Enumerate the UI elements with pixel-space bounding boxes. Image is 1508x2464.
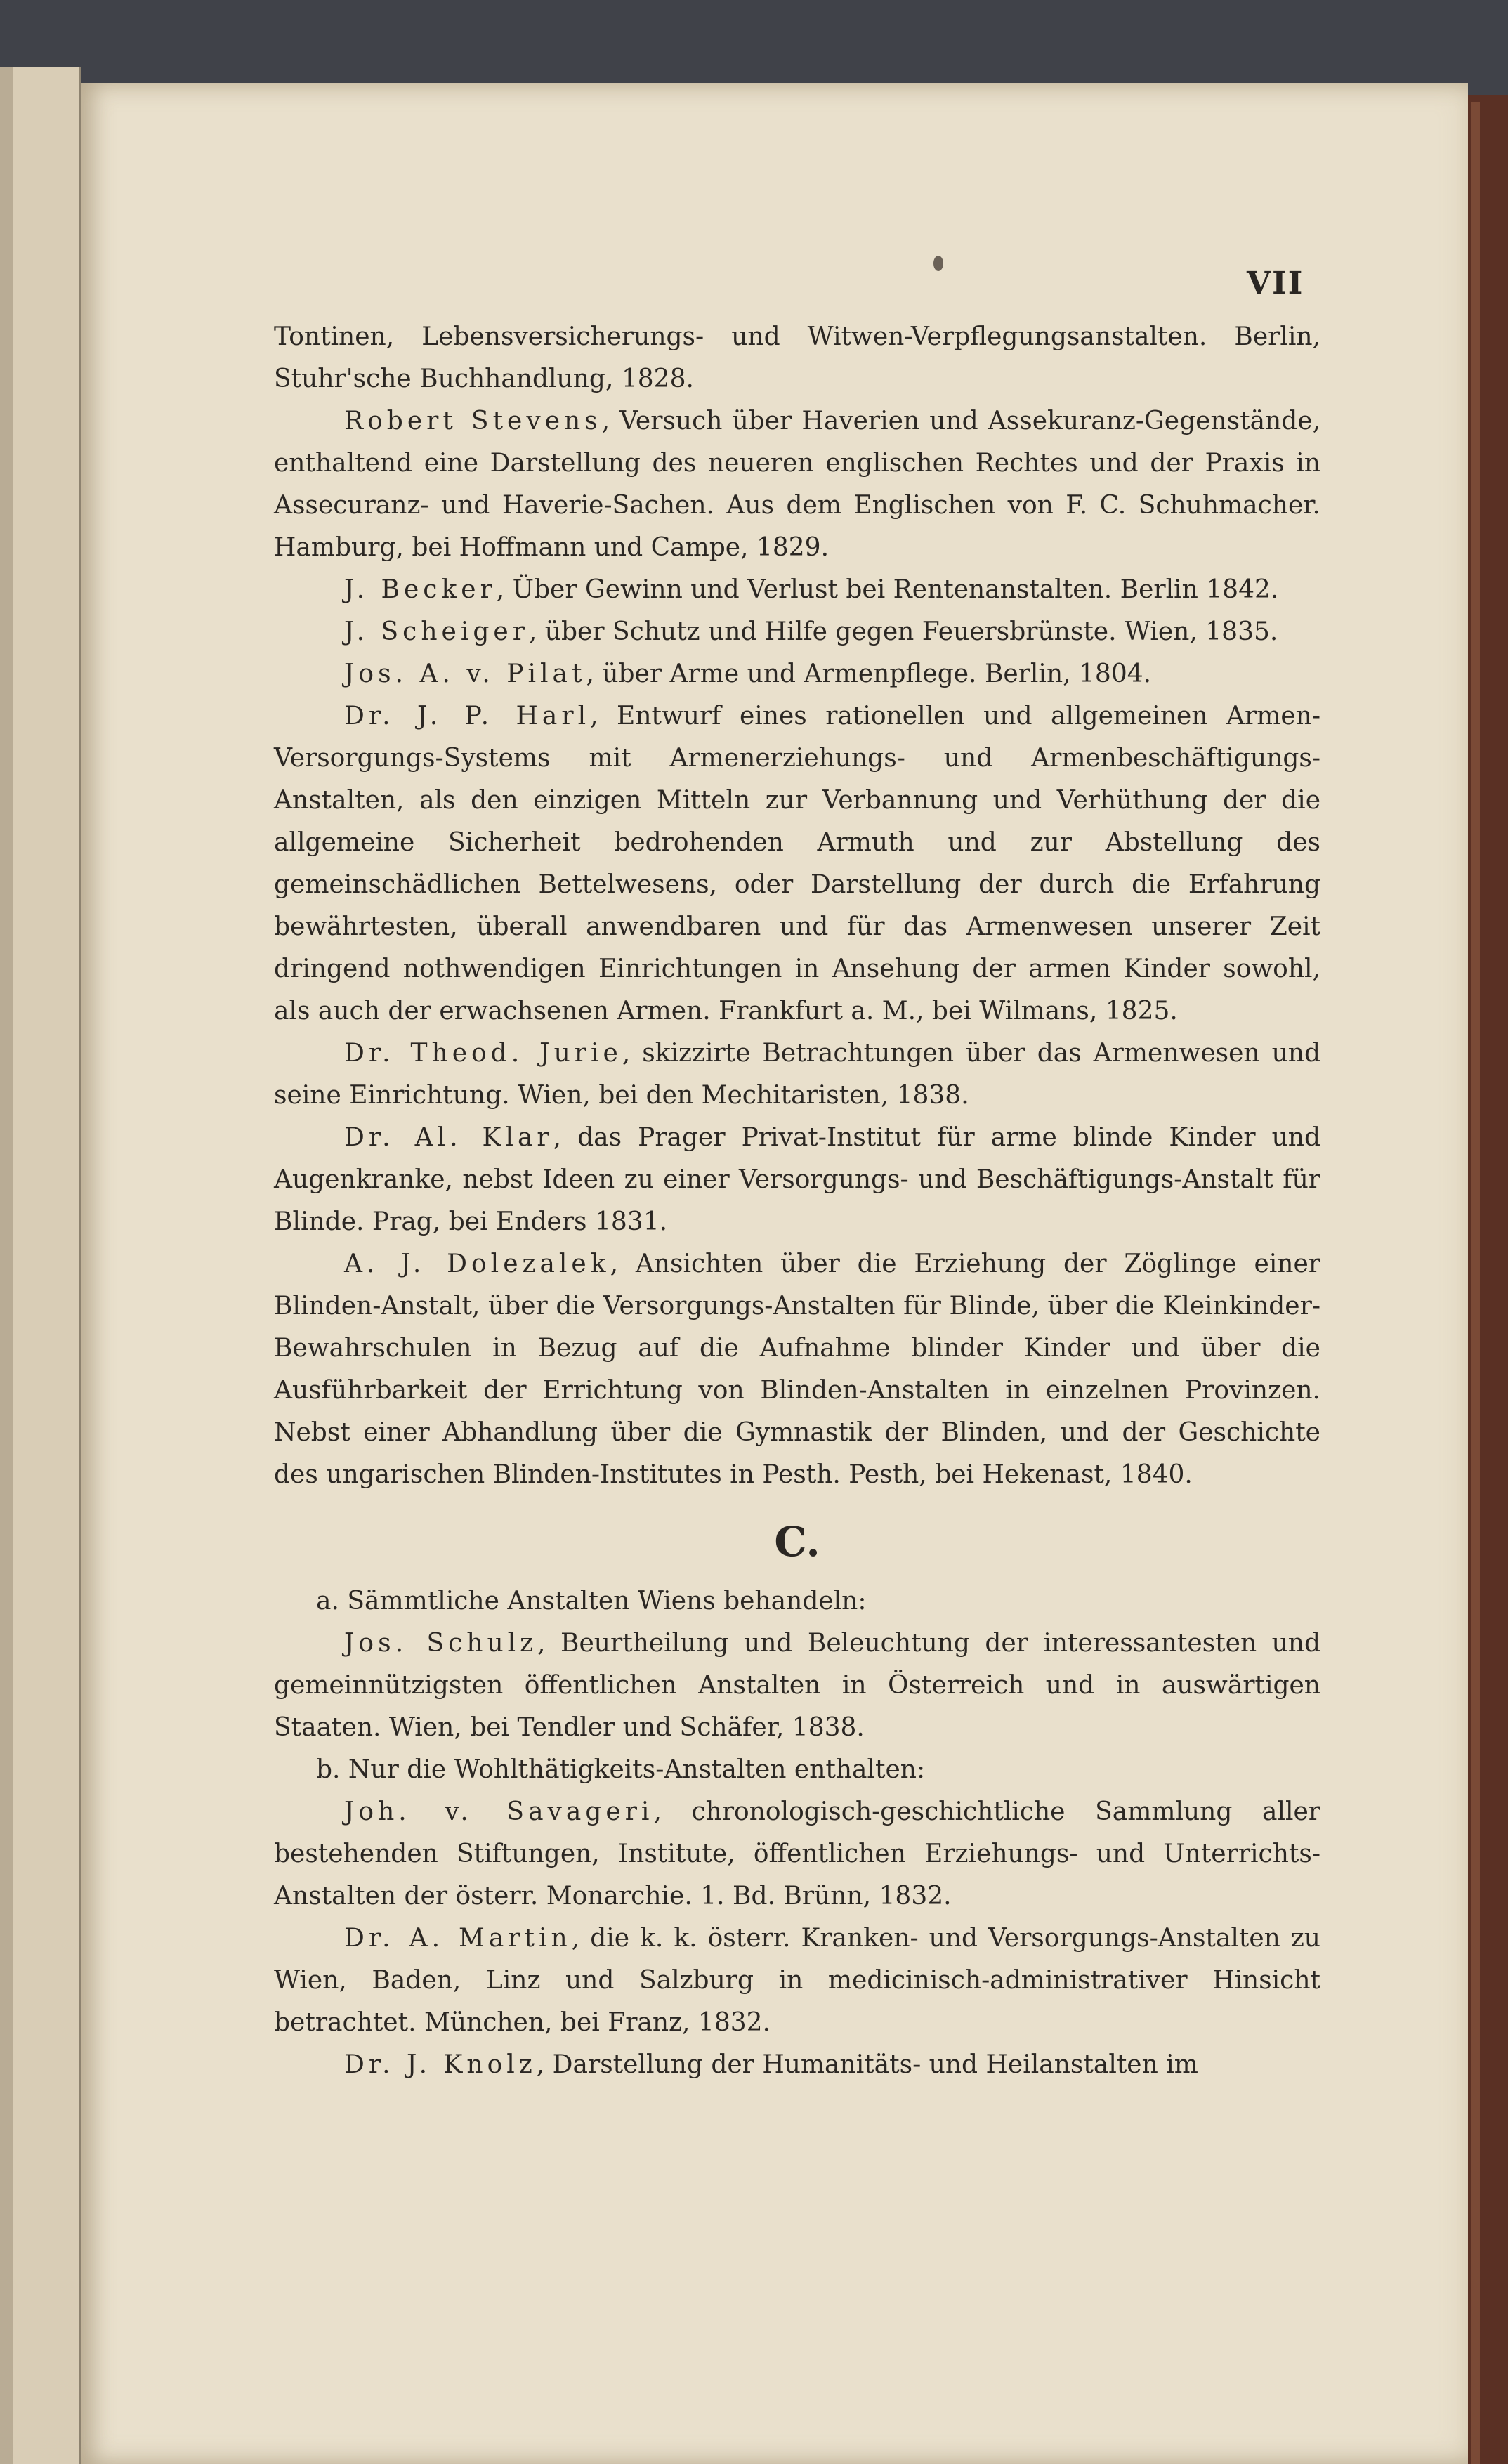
entry-text: Tontinen, Lebensversicherungs- und Witwen-Verpflegungsanstalten. Berlin, Stuhr'sche Buchhandlung, 1828.	[274, 322, 1320, 393]
entry-text: , Entwurf eines rationellen und allgemeinen Armen-Versorgungs-Systems mit Armenerziehungs- und Armenbeschäftigungs-Anstalten, als den einzigen Mitteln zur Verbannung und Verhüthung der die allgemeine Sicherheit bedrohenden Armuth und zur Abstellung des gemeinschädlichen Bettelwesens, oder Darstellung der durch die Erfahrung bewährtesten, überall anwendbaren und für das Armenwesen unserer Zeit dringend nothwendigen Einrichtungen in Ansehung der armen Kinder sowohl, als auch der erwachsenen Armen. Frankfurt a. M., bei Wilmans, 1825.	[274, 702, 1320, 1025]
entry-author: Joh. v. Savageri	[344, 1797, 654, 1826]
entry-author: J. Becker	[344, 575, 497, 604]
entry-5	[274, 695, 1320, 1033]
subsection-b-heading: b. Nur die Wohlthätigkeits-Anstalten enthalten:	[316, 1755, 926, 1784]
entry-3	[274, 611, 1320, 653]
entry-6	[274, 1033, 1320, 1117]
entry-text: , skizzirte Betrachtungen über das Armenwesen und seine Einrichtung. Wien, bei den Mechitaristen, 1838.	[274, 1039, 1320, 1110]
entry-b-2	[274, 2044, 1320, 2086]
entry-text: , Ansichten über die Erziehung der Zöglinge einer Blinden-Anstalt, über die Versorgungs-Anstalten für Blinde, über die Kleinkinder-Bewahrschulen in Bezug auf die Aufnahme blinder Kinder und über die Ausführbarkeit der Errichtung von Blinden-Anstalten in einzelnen Provinzen. Nebst einer Abhandlung über die Gymnastik der Blinden, und der Geschichte des ungarischen Blinden-Institutes in Pesth. Pesth, bei Hekenast, 1840.	[274, 1250, 1320, 1489]
book-cover-inner-edge	[1471, 102, 1480, 2464]
entry-b-1	[274, 1918, 1320, 2044]
entry-8	[274, 1243, 1320, 1496]
entry-author: Dr. J. P. Harl	[344, 702, 591, 730]
entry-author: Robert Stevens	[344, 407, 602, 435]
entry-text: , Über Gewinn und Verlust bei Rentenanstalten. Berlin 1842.	[496, 575, 1279, 604]
entry-author: J. Scheiger	[344, 617, 529, 646]
entry-text: , chronologisch-geschichtliche Sammlung aller bestehenden Stiftungen, Institute, öffentlichen Erziehungs- und Unterrichts-Anstalten der österr. Monarchie. 1. Bd. Brünn, 1832.	[274, 1797, 1320, 1911]
entry-text: , Versuch über Haverien und Assekuranz-Gegenstände, enthaltend eine Darstellung des neueren englischen Rechtes und der Praxis in Assecuranz- und Haverie-Sachen. Aus dem Englischen von F. C. Schuhmacher. Hamburg, bei Hoffmann und Campe, 1829.	[274, 407, 1321, 562]
bibliography-text	[274, 316, 1320, 2086]
entry-author: Jos. Schulz	[344, 1629, 538, 1658]
entry-author: Dr. J. Knolz	[344, 2050, 537, 2079]
entry-text: , über Arme und Armenpflege. Berlin, 1804.	[586, 660, 1152, 688]
entry-text: , Darstellung der Humanitäts- und Heilanstalten im	[536, 2050, 1198, 2079]
entry-text: , das Prager Privat-Institut für arme blinde Kinder und Augenkranke, nebst Ideen zu einer Versorgungs- und Beschäftigungs-Anstalt für Blinde. Prag, bei Enders 1831.	[274, 1123, 1321, 1236]
entry-7	[274, 1117, 1320, 1243]
entry-0	[274, 316, 1320, 400]
entry-text: , über Schutz und Hilfe gegen Feuersbrünste. Wien, 1835.	[528, 617, 1278, 646]
entry-author: Jos. A. v. Pilat	[344, 660, 586, 688]
entry-4	[274, 653, 1320, 695]
section-heading: C.	[774, 1518, 820, 1566]
entry-text: , Beurtheilung und Beleuchtung der interessantesten und gemeinnützigsten öffentlichen Anstalten in Österreich und in auswärtigen Staaten. Wien, bei Tendler und Schäfer, 1838.	[274, 1629, 1320, 1742]
entry-1	[274, 400, 1320, 569]
entry-b-0	[274, 1791, 1320, 1918]
entry-2	[274, 569, 1320, 611]
entry-text: , die k. k. österr. Kranken- und Versorgungs-Anstalten zu Wien, Baden, Linz und Salzburg in medicinisch-administrativer Hinsicht betrachtet. München, bei Franz, 1832.	[274, 1924, 1320, 2037]
entry-author: Dr. A. Martin	[344, 1924, 572, 1953]
subsection-a-heading: a. Sämmtliche Anstalten Wiens behandeln:	[316, 1587, 867, 1616]
page-number: VII	[1247, 266, 1304, 301]
entry-author: Dr. Al. Klar	[344, 1123, 553, 1152]
ink-spot	[933, 256, 943, 271]
entry-author: Dr. Theod. Jurie	[344, 1039, 622, 1068]
entry-a-0	[274, 1623, 1320, 1749]
entry-author: A. J. Dolezalek	[344, 1250, 610, 1278]
left-page-shadow	[0, 67, 13, 2464]
